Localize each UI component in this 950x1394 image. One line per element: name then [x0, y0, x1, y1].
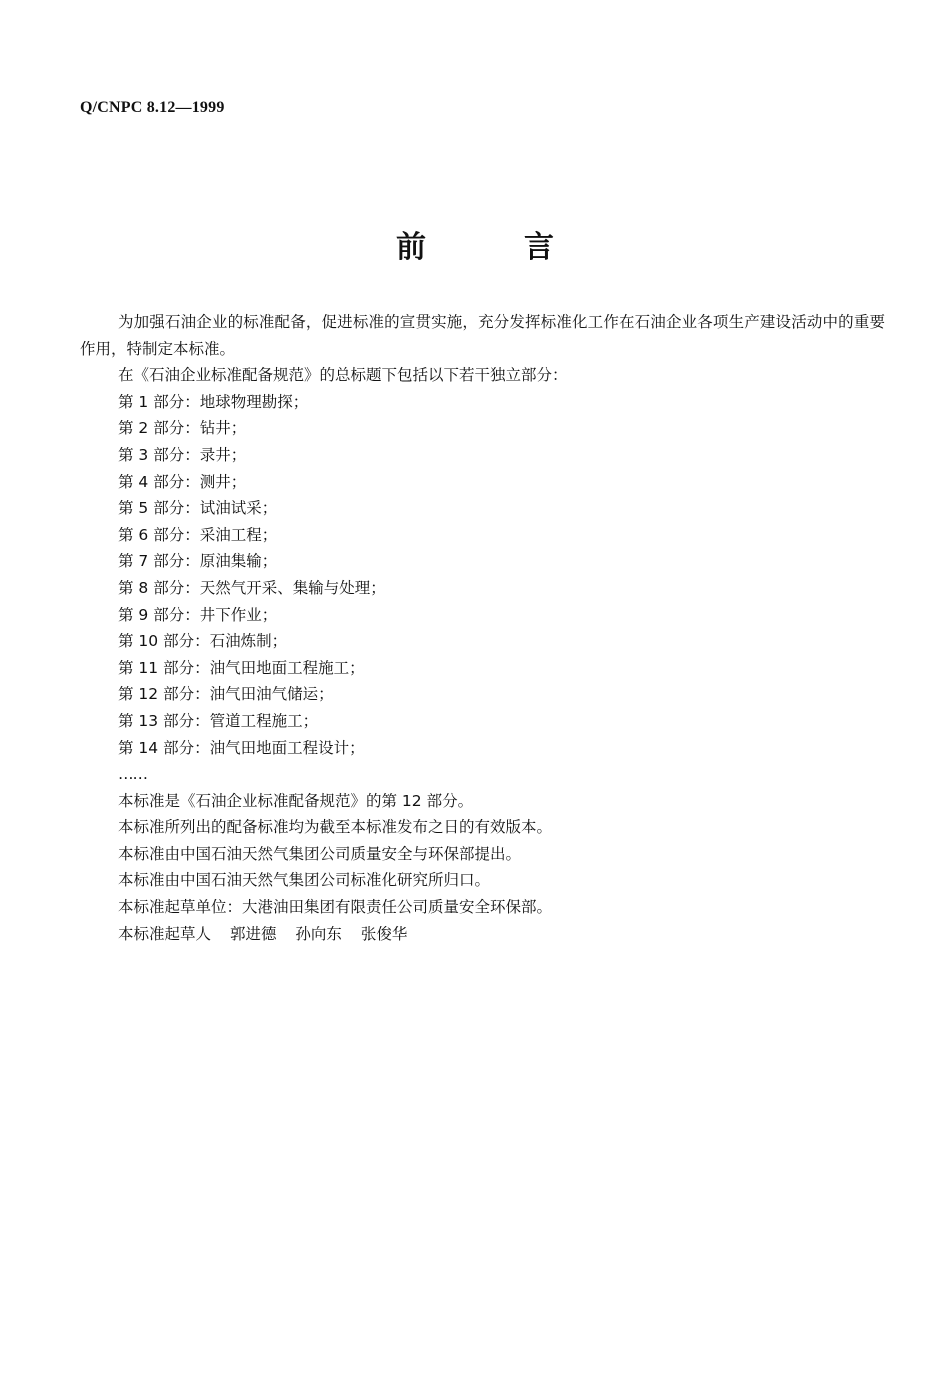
note-line: 本标准起草单位：大港油田集团有限责任公司质量安全环保部。 [118, 898, 553, 917]
title-char-2: 言 [524, 230, 554, 265]
note-line: 本标准所列出的配备标准均为截至本标准发布之日的有效版本。 [118, 818, 553, 837]
list-item: 第 7 部分：原油集输； [118, 552, 278, 571]
list-item: 第 1 部分：地球物理勘探； [118, 392, 309, 411]
drafter-name: 郭进德 [229, 924, 277, 943]
drafters-line [80, 921, 885, 948]
note-line: 本标准由中国石油天然气集团公司质量安全与环保部提出。 [118, 844, 522, 863]
title-char-1: 前 [396, 230, 426, 265]
list-item: 第 11 部分：油气田地面工程施工； [118, 658, 365, 677]
note-line: 本标准由中国石油天然气集团公司标准化研究所归口。 [118, 871, 491, 890]
drafter-name: 孙向东 [295, 924, 342, 943]
list-ellipsis: …… [118, 765, 147, 784]
list-item: 第 3 部分：录井； [118, 445, 247, 464]
drafters-label: 本标准起草人 [118, 924, 212, 943]
list-item: 第 5 部分：试油试采； [118, 499, 278, 518]
list-item: 第 6 部分：采油工程； [118, 525, 278, 544]
document-code: Q/CNPC 8.12—1999 [80, 99, 225, 116]
list-item: 第 8 部分：天然气开采、集输与处理； [118, 578, 386, 597]
foreword-content [80, 309, 885, 947]
note-line: 本标准是《石油企业标准配备规范》的第 12 部分。 [118, 791, 474, 810]
drafter-name: 张俊华 [360, 924, 408, 943]
list-item: 第 9 部分：井下作业； [118, 605, 278, 624]
page-title [0, 228, 950, 268]
intro-paragraph: 为加强石油企业的标准配备，促进标准的宣贯实施，充分发挥标准化工作在石油企业各项生产建设活动中的重要作用，特制定本标准。 [80, 313, 885, 358]
list-item: 第 12 部分：油气田油气储运； [118, 685, 334, 704]
list-item: 第 4 部分：测井； [118, 472, 247, 491]
list-item: 第 2 部分：钻井； [118, 419, 247, 438]
list-item: 第 10 部分：石油炼制； [118, 632, 288, 651]
list-item: 第 13 部分：管道工程施工； [118, 711, 319, 730]
list-item: 第 14 部分：油气田地面工程设计； [118, 738, 365, 757]
parts-list [80, 389, 885, 761]
parts-intro: 在《石油企业标准配备规范》的总标题下包括以下若干独立部分： [118, 366, 568, 385]
